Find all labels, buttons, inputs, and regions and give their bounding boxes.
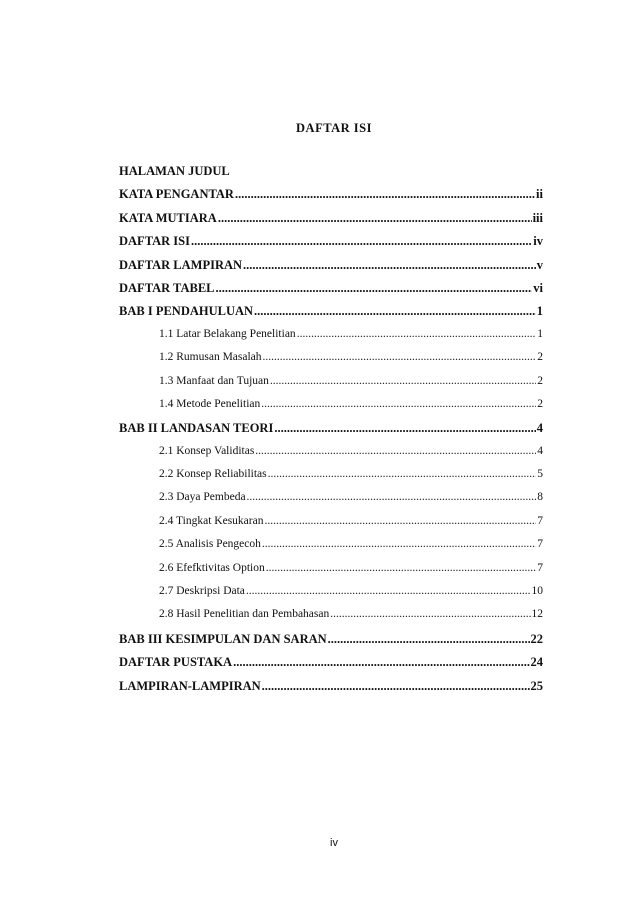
toc-entry [119, 679, 543, 702]
toc-entry-label: 2.6 Efefktivitas Option [159, 561, 265, 574]
toc-leader-dots [274, 421, 535, 436]
toc-entry-label: BAB I PENDAHULUAN [119, 304, 254, 319]
toc-entry-page: 5 [537, 468, 543, 481]
toc-entry-label: 1.1 Latar Belakang Penelitian [159, 327, 296, 340]
toc-entry-page: 4 [537, 444, 543, 457]
toc-entry-label: BAB III KESIMPULAN DAN SARAN [119, 631, 327, 646]
toc-entry [119, 234, 543, 257]
toc-leader-dots [255, 445, 536, 457]
toc-entry-label: BAB II LANDASAN TEORI [119, 421, 274, 436]
toc-entry [119, 351, 543, 374]
toc-entry [119, 585, 543, 608]
toc-entry [119, 281, 543, 304]
toc-entry-page: vi [533, 280, 543, 295]
toc-entry-label: 2.7 Deskripsi Data [159, 585, 245, 598]
toc-leader-dots [270, 375, 536, 387]
toc-leader-dots [243, 258, 536, 273]
toc-entry [119, 258, 543, 281]
toc-leader-dots [246, 585, 531, 597]
toc-entry-label: 1.4 Metode Penelitian [159, 397, 261, 410]
toc-entry [119, 608, 543, 631]
toc-entry-page: 22 [530, 631, 543, 646]
toc-entry [119, 562, 543, 585]
toc-leader-dots [254, 304, 536, 319]
toc-entry [119, 538, 543, 561]
toc-leader-dots [191, 234, 532, 249]
toc-leader-dots [262, 538, 536, 550]
toc-entry-label: DAFTAR LAMPIRAN [119, 257, 243, 272]
toc-entry [119, 632, 543, 655]
toc-entry-label: KATA PENGANTAR [119, 187, 234, 202]
toc-leader-dots [235, 187, 535, 202]
toc-entry [119, 328, 543, 351]
toc-entry-label: 2.1 Konsep Validitas [159, 444, 255, 457]
toc-entry-label: 2.4 Tingkat Kesukaran [159, 514, 264, 527]
toc-leader-dots [263, 351, 537, 363]
toc-entry-page: 8 [537, 491, 543, 504]
toc-leader-dots [233, 655, 529, 670]
toc-entry-label: DAFTAR ISI [119, 234, 190, 249]
toc-entry-page: 10 [531, 585, 543, 598]
toc-entry [119, 515, 543, 538]
toc-leader-dots [264, 515, 536, 527]
toc-entry-label: 2.3 Daya Pembeda [159, 491, 246, 504]
page-number: iv [330, 837, 338, 849]
toc-entry-page: 25 [530, 678, 543, 693]
toc-entry-label: 2.2 Konsep Reliabilitas [159, 468, 267, 481]
toc-entry-page: 1 [537, 327, 543, 340]
toc-entry-label: 1.2 Rumusan Masalah [159, 351, 262, 364]
toc-entry-label: HALAMAN JUDUL [119, 164, 230, 178]
toc-entry [119, 211, 543, 234]
page-title: DAFTAR ISI [296, 121, 372, 135]
toc-entry [119, 655, 543, 678]
toc-leader-dots [328, 632, 530, 647]
toc-entry-label: KATA MUTIARA [119, 210, 217, 225]
toc-leader-dots [330, 608, 530, 620]
toc-entry-page: iv [533, 234, 543, 249]
toc-entry [119, 491, 543, 514]
toc-leader-dots [262, 679, 530, 694]
toc-entry-page: 2 [537, 351, 543, 364]
toc-entry [119, 398, 543, 421]
toc-entry-label: 1.3 Manfaat dan Tujuan [159, 374, 269, 387]
toc-entry [119, 164, 543, 187]
toc-entry-label: DAFTAR TABEL [119, 280, 215, 295]
toc-entry-page: 12 [531, 608, 543, 621]
toc-leader-dots [268, 468, 537, 480]
table-of-contents [119, 164, 543, 702]
toc-leader-dots [297, 328, 537, 340]
toc-leader-dots [218, 211, 532, 226]
toc-entry-label: LAMPIRAN-LAMPIRAN [119, 678, 261, 693]
toc-entry-page: 2 [537, 374, 543, 387]
toc-entry-label: 2.5 Analisis Pengecoh [159, 538, 261, 551]
toc-entry [119, 375, 543, 398]
toc-leader-dots [261, 398, 536, 410]
toc-entry-page: ii [536, 187, 543, 202]
toc-entry-page: iii [532, 210, 543, 225]
toc-entry-page: 7 [537, 538, 543, 551]
toc-entry-page: v [536, 257, 543, 272]
toc-leader-dots [216, 281, 533, 296]
toc-entry-label: DAFTAR PUSTAKA [119, 655, 233, 670]
toc-entry-page: 7 [537, 514, 543, 527]
toc-entry-page: 2 [537, 397, 543, 410]
toc-entry [119, 421, 543, 444]
toc-entry [119, 304, 543, 327]
toc-entry-page: 24 [530, 655, 543, 670]
toc-entry [119, 445, 543, 468]
toc-entry-page: 1 [536, 304, 543, 319]
toc-entry [119, 468, 543, 491]
toc-leader-dots [266, 562, 537, 574]
toc-entry-label: 2.8 Hasil Penelitian dan Pembahasan [159, 608, 330, 621]
toc-leader-dots [247, 491, 537, 503]
toc-entry-page: 7 [537, 561, 543, 574]
toc-entry [119, 187, 543, 210]
toc-entry-page: 4 [536, 421, 543, 436]
